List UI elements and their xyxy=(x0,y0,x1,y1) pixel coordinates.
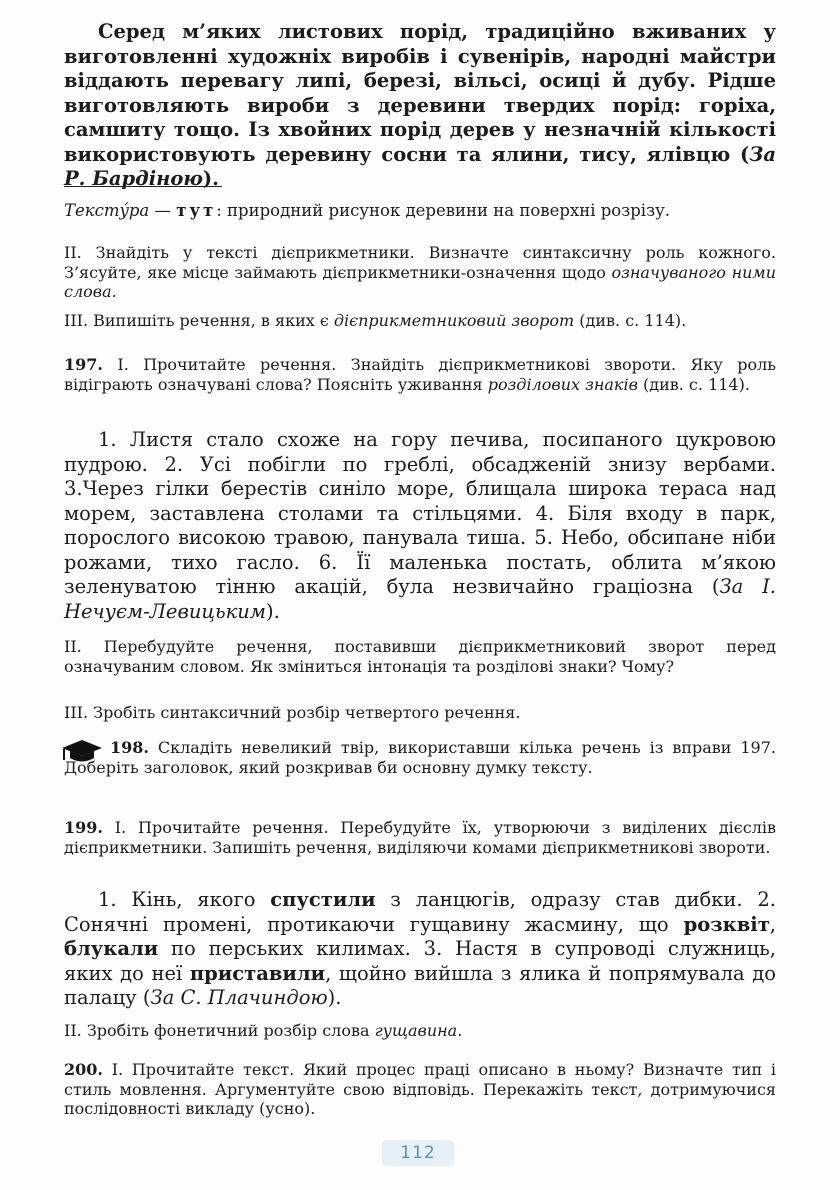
footnote-term: Текстýра xyxy=(64,201,150,220)
exercise-197-author: За І. Нечуєм-Левицьким xyxy=(64,575,776,623)
footnote-dash: — xyxy=(149,201,177,220)
task-196-2 xyxy=(64,243,776,302)
exercise-197-task-italic: розділових знаків xyxy=(487,374,638,394)
ex199-bold-blukaly: блукали xyxy=(64,937,159,960)
ex199-end: ). xyxy=(327,986,342,1009)
page-number: 112 xyxy=(400,1143,436,1163)
exercise-200-number: 200. xyxy=(64,1060,103,1079)
exercise-197-task-2: II. Перебудуйте речення, поставивши дієприкметниковий зворот перед означуваним словом. Як зміниться інтонація та розділові знаки? Чому? xyxy=(64,637,776,676)
ex199-part-e: , xyxy=(769,912,776,936)
exercise-197-task-3: III. Зробіть синтаксичний розбір четвертого речення. xyxy=(64,703,521,722)
footnote xyxy=(64,201,776,221)
exercise-197-text xyxy=(64,428,776,624)
footnote-definition: : природний рисунок деревини на поверхні розрізу. xyxy=(216,201,671,220)
ex199-part-c: з ланцюгів, одразу став дибки. 2. Сонячні промені, протикаючи гущавину жасмину, що xyxy=(64,888,776,936)
exercise-198-number: 198. xyxy=(110,738,149,757)
task-196-2-text: II. Знайдіть у тексті дієприкметники. Визначте синтаксичну роль кожного. З’ясуйте, яке місце займають дієприкметники-означення щодо xyxy=(64,243,776,282)
exercise-200-text: I. Прочитайте текст. Який процес праці описано в ньому? Визначте тип і стиль мовлення. Аргументуйте свою відповідь. Перекажіть текст, дотримуючися послідовності викладу (усно). xyxy=(64,1060,776,1118)
task-196-3-italic: дієприкметниковий зворот xyxy=(333,311,575,330)
exercise-199-author: За С. Плачиндою xyxy=(150,986,328,1009)
exercise-197-task-text: I. Прочитайте речення. Знайдіть дієприкметникові звороти. Яку роль відіграють означувані слова? Поясніть уживання xyxy=(64,355,776,394)
ex199-task-2-italic: гущавина xyxy=(374,1021,458,1040)
exercise-200 xyxy=(64,1060,776,1119)
task-196-3-text: III. Випишіть речення, в яких є xyxy=(64,311,334,330)
exercise-199-number: 199. xyxy=(64,818,103,837)
ex199-bold-rozkvit: розквіт xyxy=(683,912,770,936)
task-196-3-end: (див. с. 114). xyxy=(574,311,687,330)
ex199-part-i: , щойно вийшла з ялика й попрямувала до палацу ( xyxy=(64,961,776,1009)
exercise-199-text xyxy=(64,888,776,1011)
exercise-197-end: ). xyxy=(265,599,280,623)
exercise-198-text: Складіть невеликий твір, використавши кілька речень із вправи 197. Доберіть заголовок, який розкривав би основну думку тексту. xyxy=(64,738,776,777)
exercise-198 xyxy=(64,738,776,777)
intro-paragraph xyxy=(64,20,776,192)
footnote-marker: тут xyxy=(176,201,217,220)
ex199-bold-spustyly: спустили xyxy=(270,888,376,911)
exercise-199-task-2 xyxy=(64,1021,776,1041)
task-196-2-end: . xyxy=(111,282,117,301)
exercise-197-sentences: 1. Листя стало схоже на гору печива, посипаного цукровою пудрою. 2. Усі побігли по греблі, обсадженій знизу вербами. 3.Через гілки берестів синіло море, блищала широка тераса над морем, заставлена столами та стільцями. 4. Біля входу в парк, порослого високою травою, панувала тиша. 5. Небо, обсипане ніби рожами, тихо гасло. 6. Її маленька постать, облита м’якою зеленуватою тінню акацій, була незвичайно граціозна ( xyxy=(64,428,776,598)
exercise-199-task-text: I. Прочитайте речення. Перебудуйте їх, утворюючи з виділених дієслів дієприкметники. Запишіть речення, виділяючи комами дієприкметникові звороти. xyxy=(64,818,776,857)
ex199-task-2-end: . xyxy=(457,1021,463,1040)
ex199-part-g: по перських килимах. 3. Настя в супроводі служниць, яких до неї xyxy=(64,937,776,985)
task-196-3 xyxy=(64,311,776,331)
exercise-197-task xyxy=(64,355,776,394)
exercise-197-number: 197. xyxy=(64,355,103,374)
ex199-part-a: 1. Кінь, якого xyxy=(98,888,271,911)
ex199-bold-prystavyly: приставили xyxy=(189,961,326,985)
task-196-2-italic: означуваного ними слова xyxy=(64,262,777,301)
intro-end: ). xyxy=(202,167,219,190)
intro-text: Серед м’яких листових порід, традиційно вживаних у виготовленні художніх виробів і сувенірів, народні майстри віддають перевагу липі, березі, вільсі, осиці й дубу. Рідше виготовляють вироби з деревини твердих порід: горіха, самшиту тощо. Із хвойних порід дерев у незначній кількості використовують деревину сосни та ялини, тису, ялівцю ( xyxy=(64,20,776,166)
intro-author: За Р. Бардіною xyxy=(64,142,776,190)
exercise-197-task-end: (див. с. 114). xyxy=(637,374,750,394)
footnote-divider xyxy=(64,186,222,187)
ex199-task-2-text: II. Зробіть фонетичний розбір слова xyxy=(64,1021,375,1040)
exercise-199-task xyxy=(64,818,776,857)
